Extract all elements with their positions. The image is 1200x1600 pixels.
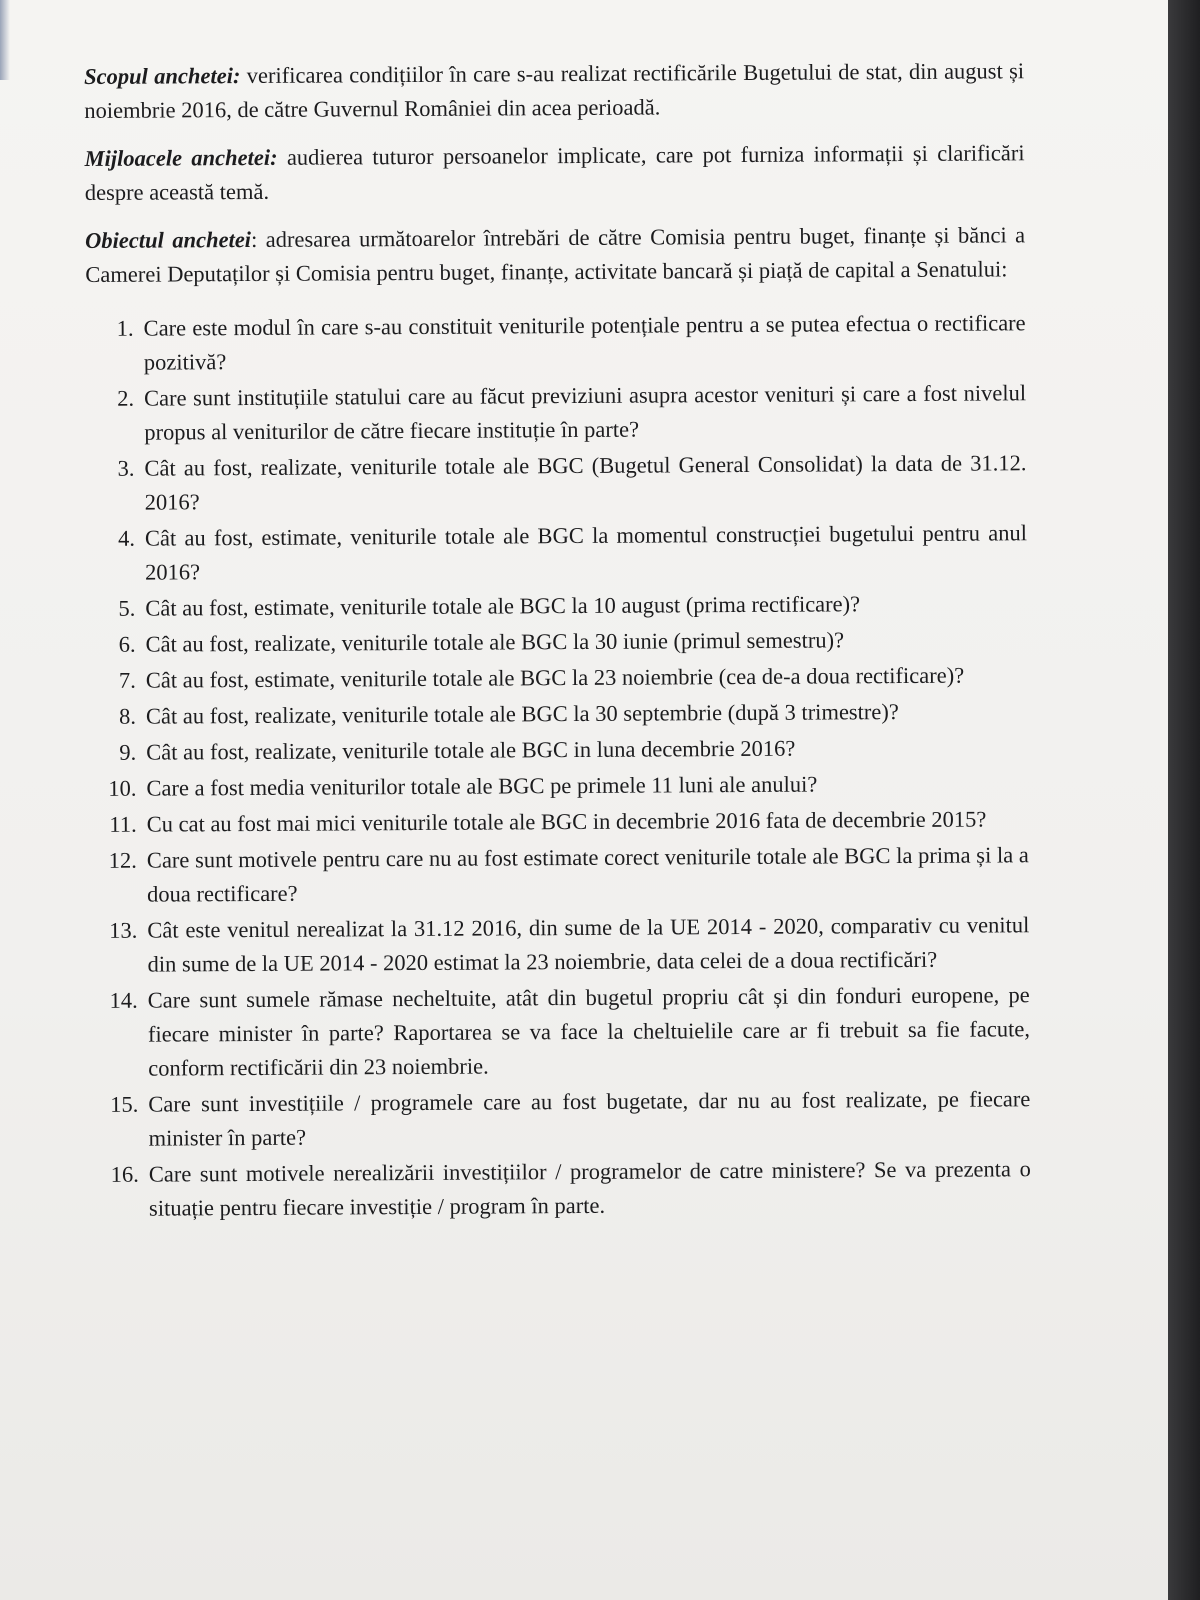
question-item — [87, 586, 1027, 626]
question-text: Care sunt motivele pentru care nu au fost estimate corect veniturile totale ale BGC la prima și la a doua rectificare? — [146, 842, 1029, 907]
paragraph-scope — [84, 54, 1024, 128]
question-item — [90, 978, 1031, 1086]
question-item — [89, 838, 1029, 912]
question-text: Cu cat au fost mai mici veniturile totale ale BGC in decembrie 2016 fata de decembrie 2015? — [146, 806, 987, 837]
question-number: 7. — [118, 667, 136, 693]
question-number: 13. — [109, 917, 138, 943]
paragraph-objective — [85, 218, 1025, 292]
question-item — [89, 908, 1029, 982]
paragraph-label: Obiectul anchetei — [85, 226, 252, 253]
paragraph-text: : adresarea următoarelor întrebări de către Comisia pentru buget, finanțe și bănci a Camerei Deputaților și Comisia pentru buget, finanțe, activitate bancară și piață de capital a Senatului: — [85, 222, 1026, 287]
question-number: 8. — [119, 703, 137, 729]
question-number: 9. — [119, 739, 137, 765]
question-number: 4. — [117, 525, 135, 551]
question-item — [89, 802, 1029, 842]
question-text: Care a fost media veniturilor totale ale BGC pe primele 11 luni ale anului? — [146, 771, 818, 801]
background-surface — [1168, 0, 1200, 1600]
question-item — [88, 730, 1028, 770]
question-number: 14. — [109, 987, 138, 1013]
question-item — [86, 446, 1026, 520]
question-text: Cât au fost, realizate, veniturile totale ale BGC in luna decembrie 2016? — [146, 735, 796, 765]
question-text: Cât au fost, realizate, veniturile totale ale BGC la 30 iunie (primul semestru)? — [145, 627, 845, 657]
paragraph-text: audierea tuturor persoanelor implicate, care pot furniza informații și clarificări despre această temă. — [84, 140, 1025, 205]
question-text: Care este modul în care s-au constituit veniturile potențiale pentru a se putea efectua o rectificare pozitivă? — [143, 310, 1026, 375]
question-number: 10. — [108, 775, 137, 801]
page-edge-shadow — [0, 0, 10, 80]
question-number: 16. — [110, 1161, 139, 1187]
question-text: Cât au fost, estimate, veniturile totale ale BGC la 23 noiembrie (cea de-a doua rectificare)? — [145, 662, 965, 693]
question-number: 6. — [118, 631, 136, 657]
question-number: 12. — [108, 847, 137, 873]
question-item — [86, 376, 1026, 450]
question-number: 3. — [117, 455, 135, 481]
question-text: Care sunt motivele nerealizării investițiilor / programelor de catre ministere? Se va prezenta o situație pentru fiecare investiție / program în parte. — [148, 1156, 1031, 1221]
question-number: 2. — [117, 385, 135, 411]
question-number: 15. — [110, 1091, 139, 1117]
question-item — [87, 516, 1027, 590]
question-text: Cât au fost, estimate, veniturile totale ale BGC la 10 august (prima rectificare)? — [145, 591, 861, 621]
question-number: 5. — [118, 595, 136, 621]
question-item — [86, 306, 1026, 380]
question-text: Care sunt instituțiile statului care au făcut previziuni asupra acestor venituri și care a fost nivelul propus al veniturilor de către fiecare instituție în parte? — [143, 380, 1027, 445]
question-item — [87, 622, 1027, 662]
question-text: Cât au fost, realizate, veniturile totale ale BGC (Bugetul General Consolidat) la data de 31.12. 2016? — [144, 450, 1027, 515]
question-item — [88, 658, 1028, 698]
question-item — [88, 694, 1028, 734]
question-item — [91, 1152, 1031, 1226]
question-number: 11. — [109, 811, 137, 837]
question-text: Care sunt sumele rămase necheltuite, atât din bugetul propriu cât și din fonduri europene, pe fiecare minister în parte? Raportarea se va face la cheltuielile care ar fi trebuit sa fie facute, conform rectificării din 23 noiembrie. — [147, 982, 1031, 1081]
question-item — [90, 1082, 1030, 1156]
questions-list — [86, 306, 1032, 1226]
document-body — [84, 54, 1031, 1228]
paragraph-text: verificarea condițiilor în care s-au realizat rectificările Bugetului de stat, din august și noiembrie 2016, de către Guvernul României din acea perioadă. — [84, 58, 1025, 123]
question-text: Cât au fost, realizate, veniturile totale ale BGC la 30 septembrie (după 3 trimestre)? — [145, 699, 899, 729]
question-item — [88, 766, 1028, 806]
paragraph-means — [85, 136, 1025, 210]
question-number: 1. — [116, 315, 134, 341]
paragraph-label: Scopul anchetei: — [84, 63, 241, 89]
question-text: Cât este venitul nerealizat la 31.12 2016, din sume de la UE 2014 - 2020, comparativ cu venitul din sume de la UE 2014 - 2020 estimat la 23 noiembrie, data celei de a doua rectificări? — [147, 912, 1030, 977]
question-text: Care sunt investițiile / programele care au fost bugetate, dar nu au fost realizate, pe fiecare minister în parte? — [148, 1086, 1031, 1151]
paragraph-label: Mijloacele anchetei: — [84, 144, 278, 171]
question-text: Cât au fost, estimate, veniturile totale ale BGC la momentul construcției bugetului pentru anul 2016? — [144, 520, 1027, 585]
